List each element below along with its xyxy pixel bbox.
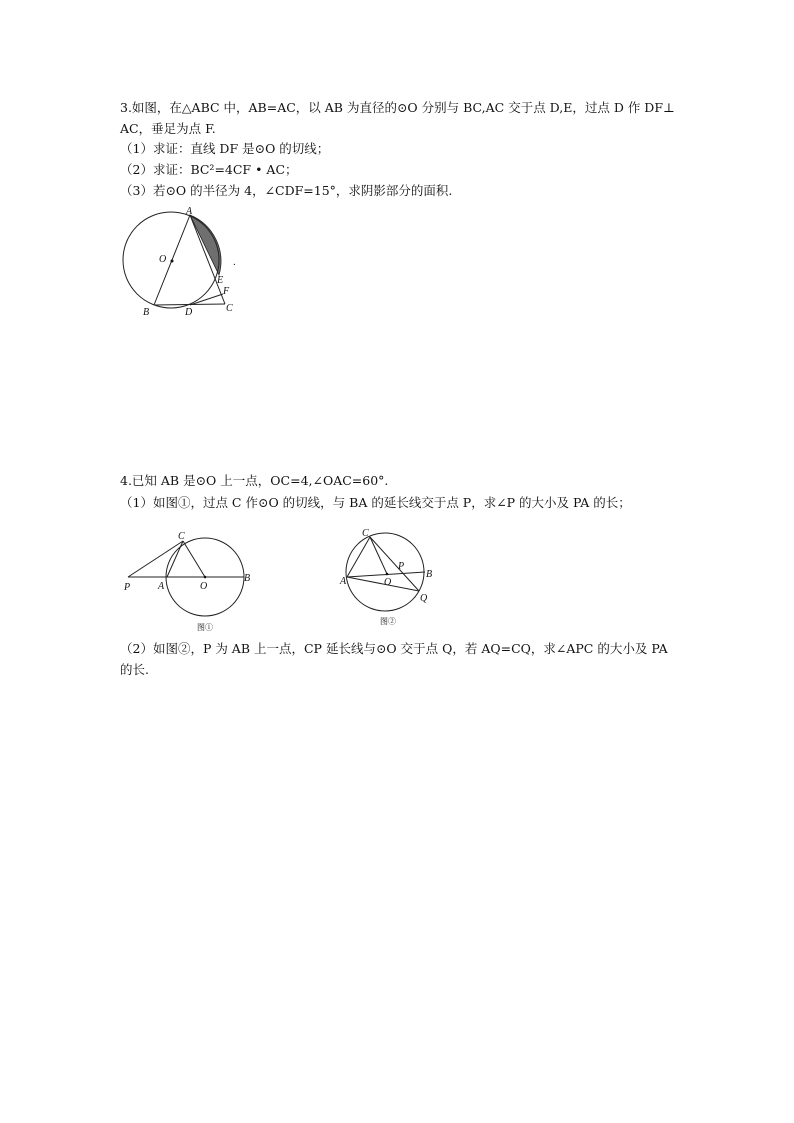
q4-part1: （1）如图①，过点 C 作⊙O 的切线，与 BA 的延长线交于点 P，求∠P 的大小及 PA 的长； — [120, 495, 631, 510]
label-b: B — [244, 573, 251, 584]
q3-part2: （2）求证：BC²=4CF • AC； — [120, 162, 298, 177]
label-c: C — [178, 531, 185, 542]
label-q: Q — [420, 593, 428, 604]
q3-part3: （3）若⊙O 的半径为 4，∠CDF=15°，求阴影部分的面积. — [120, 183, 453, 198]
label-o: O — [384, 577, 392, 588]
label-p: P — [124, 582, 131, 593]
center-dot — [204, 576, 207, 579]
q3-figure — [115, 204, 245, 320]
q4-statement: 4.已知 AB 是⊙O 上一点，OC=4,∠OAC=60°. — [120, 473, 389, 488]
label-o: O — [159, 254, 167, 265]
circle-o — [346, 533, 424, 611]
label-c: C — [226, 303, 233, 314]
label-e: E — [217, 275, 224, 286]
segment-bc — [154, 304, 225, 305]
center-dot — [171, 260, 174, 263]
label-c: C — [362, 528, 369, 539]
q3-statement-line1: 3.如图，在△ABC 中，AB=AC，以 AB 为直径的⊙O 分别与 BC,AC 交于点 D,E，过点 D 作 DF⊥ — [120, 100, 675, 115]
q4-part2-line1: （2）如图②，P 为 AB 上一点，CP 延长线与⊙O 交于点 Q，若 AQ=CQ，求∠APC 的大小及 PA — [120, 641, 668, 656]
q4-figure2 — [335, 522, 445, 632]
center-dot — [386, 573, 389, 576]
label-a: A — [340, 576, 347, 587]
figure2-caption: 图② — [380, 617, 396, 626]
label-a: A — [158, 581, 165, 592]
label-b: B — [143, 307, 150, 318]
q3-statement-line2: AC，垂足为点 F. — [120, 121, 216, 136]
stray-mark: · — [233, 260, 236, 271]
segment-oc — [370, 537, 387, 574]
label-d: D — [185, 307, 193, 318]
segment-df — [190, 294, 223, 305]
label-a: A — [186, 206, 193, 217]
q4-part2-line2: 的长. — [120, 662, 149, 677]
segment-oc — [183, 541, 205, 577]
label-f: F — [223, 286, 230, 297]
figure1-caption: 图① — [197, 623, 213, 632]
label-p: P — [398, 561, 405, 572]
q4-figure1 — [120, 527, 255, 637]
label-b: B — [426, 569, 433, 580]
label-o: O — [200, 581, 208, 592]
q3-part1: （1）求证：直线 DF 是⊙O 的切线； — [120, 141, 330, 156]
